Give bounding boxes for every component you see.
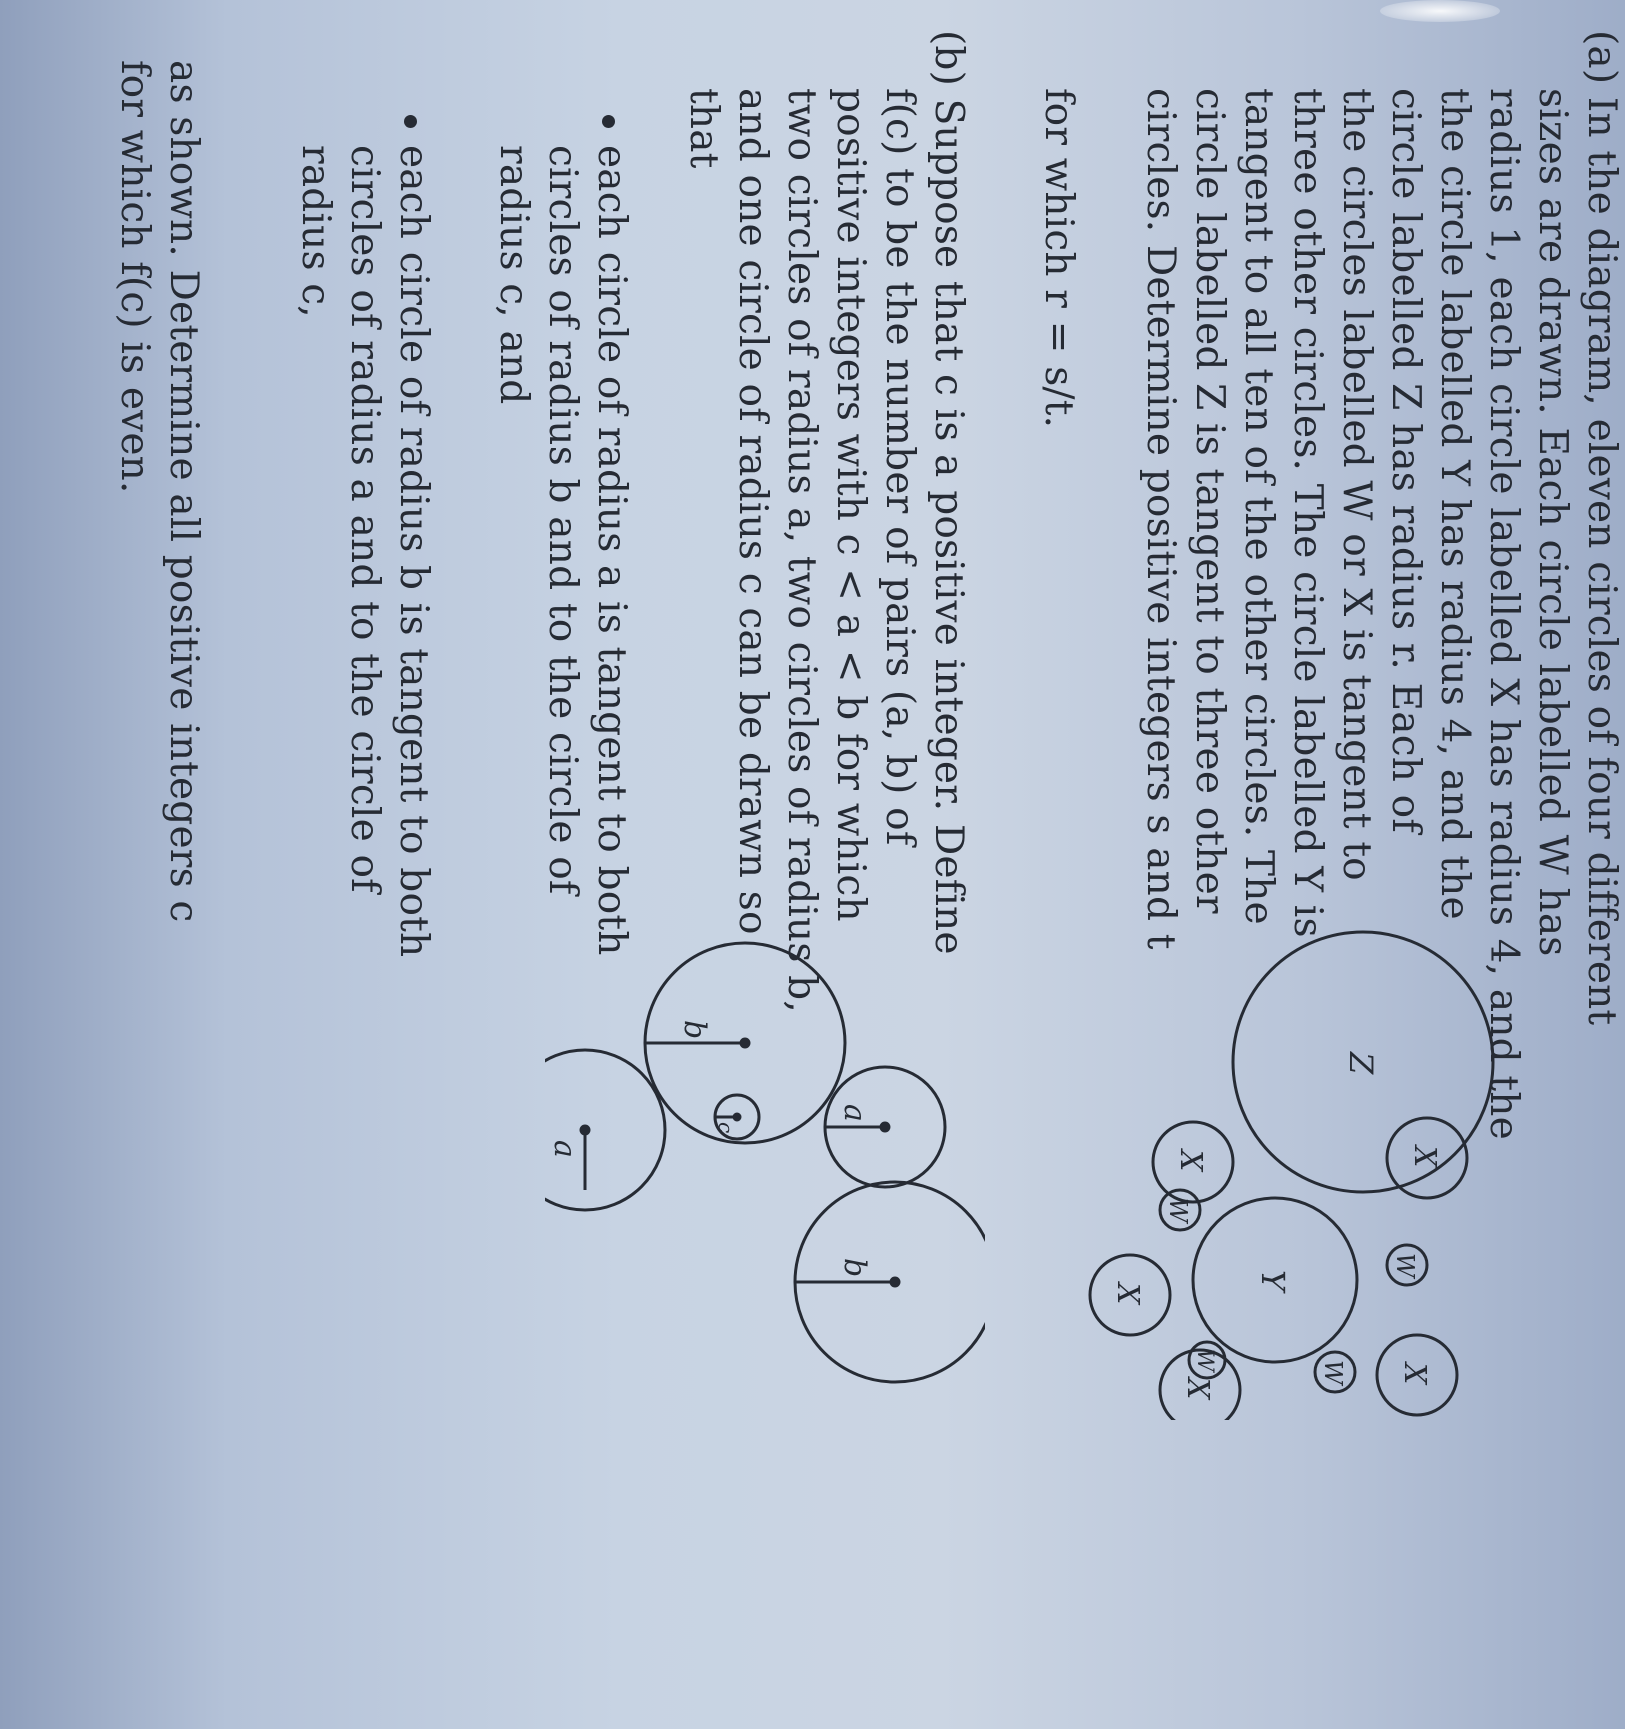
- bullet-1-line-1: each circle of radius a is tangent to both: [589, 145, 634, 956]
- label-x-1: X: [1407, 1146, 1442, 1168]
- label-y: Y: [1254, 1270, 1292, 1292]
- part-a-line-3: radius 1, each circle labelled X has radius 4, and the: [1481, 88, 1526, 1140]
- part-a-line-4: the circle labelled Y has radius 4, and the: [1432, 88, 1477, 920]
- label-x-5: X: [1173, 1150, 1208, 1172]
- part-a-line-6: the circles labelled W or X is tangent to: [1334, 88, 1379, 881]
- part-b-line-1: (b) Suppose that c is a positive integer. Define: [926, 30, 971, 955]
- part-b-line-6: that: [681, 88, 726, 169]
- bullet-2-line-3: radius c,: [293, 145, 338, 318]
- part-b-line-4: two circles of radius a, two circles of radius b,: [779, 88, 824, 1013]
- bullet-1: [602, 115, 615, 128]
- label-c: c: [714, 1122, 738, 1134]
- bullet-2-line-2: circles of radius a and to the circle of: [342, 145, 387, 893]
- part-b-line-5: and one circle of radius c can be drawn so: [730, 88, 775, 935]
- part-a-line-2: sizes are drawn. Each circle labelled W has: [1530, 88, 1575, 957]
- part-a-line-9: circle labelled Z is tangent to three other: [1187, 88, 1232, 914]
- label-w-2: W: [1319, 1360, 1347, 1385]
- part-b-line-3: positive integers with c < a < b for which: [828, 88, 873, 922]
- label-w-4: W: [1164, 1198, 1192, 1223]
- label-x-4: X: [1110, 1283, 1145, 1305]
- closing-line-2: for which f(c) is even.: [112, 60, 157, 494]
- circle-a-1: [545, 1050, 665, 1210]
- label-w-3: W: [1192, 1349, 1217, 1372]
- label-x-2: X: [1397, 1363, 1432, 1385]
- label-x-3: X: [1180, 1378, 1215, 1400]
- part-a-line-11: for which r = s/t.: [1036, 88, 1081, 429]
- label-a-2: a: [837, 1104, 872, 1122]
- label-w-1: W: [1391, 1253, 1419, 1278]
- bullet-2: [404, 115, 417, 128]
- closing-line-1: as shown. Determine all positive integers c: [161, 60, 206, 923]
- label-a-1: a: [547, 1140, 582, 1158]
- part-a-line-10: circles. Determine positive integers s and t: [1138, 88, 1183, 950]
- circles-diagram-a: [1085, 920, 1505, 1420]
- part-a-line-1: (a) In the diagram, eleven circles of four different: [1579, 30, 1624, 1026]
- label-b-1: b: [677, 1020, 712, 1040]
- circles-diagram-b: [545, 940, 985, 1420]
- part-a-line-8: tangent to all ten of the other circles. The: [1236, 88, 1281, 925]
- part-a-line-7: three other circles. The circle labelled Y is: [1285, 88, 1330, 938]
- bullet-2-line-1: each circle of radius b is tangent to both: [391, 145, 436, 958]
- label-z: Z: [1342, 1052, 1380, 1075]
- bullet-1-line-2: circles of radius b and to the circle of: [540, 145, 585, 895]
- part-a-line-5: circle labelled Z has radius r. Each of: [1383, 88, 1428, 833]
- label-b-2: b: [837, 1258, 872, 1278]
- bullet-1-line-3: radius c, and: [491, 145, 536, 405]
- part-b-line-2: f(c) to be the number of pairs (a, b) of: [877, 88, 922, 846]
